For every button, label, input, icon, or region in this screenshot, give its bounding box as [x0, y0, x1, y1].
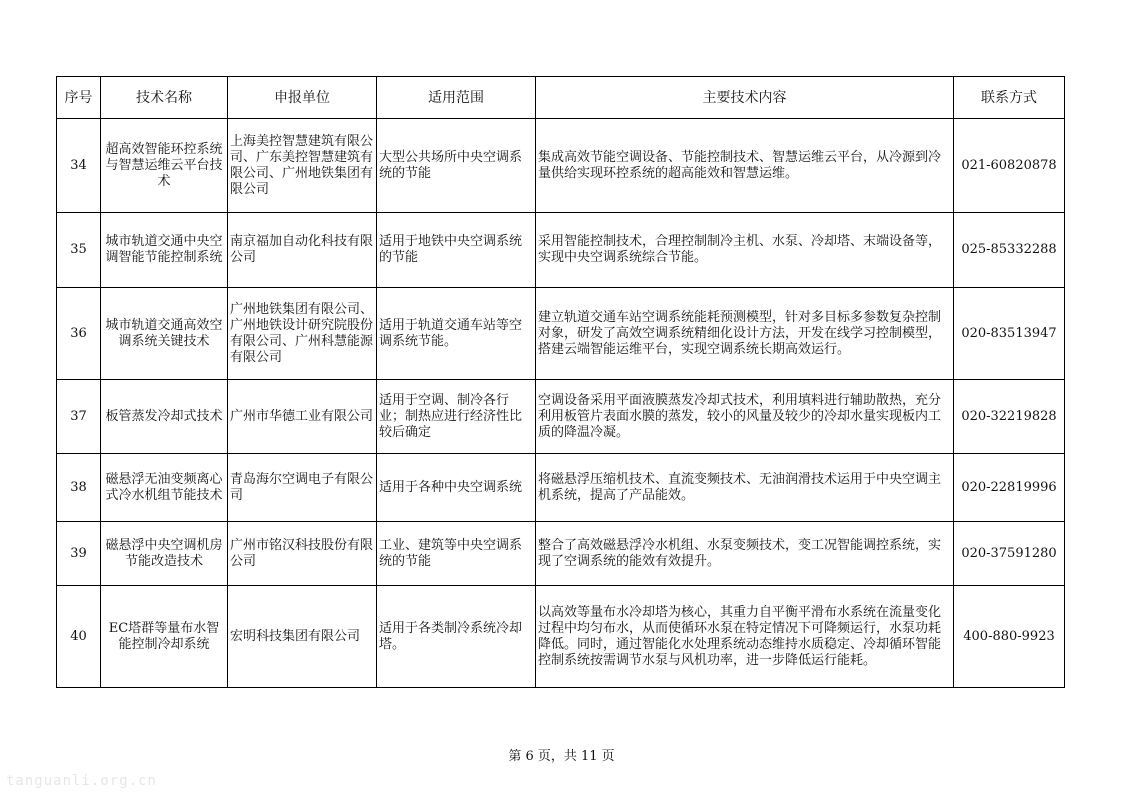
row-no: 37: [57, 380, 101, 454]
page-number: 第 6 页，共 11 页: [508, 749, 615, 764]
table-row: [57, 522, 1065, 586]
watermark: tanguanli.org.cn: [6, 773, 157, 789]
header-content: 主要技术内容: [536, 77, 954, 119]
row-scope: 适用于地铁中央空调系统的节能: [377, 213, 536, 288]
row-unit: 南京福加自动化科技有限公司: [228, 213, 377, 288]
row-contact: 020-83513947: [954, 288, 1065, 380]
row-tech-name: 城市轨道交通高效空调系统关键技术: [101, 288, 228, 380]
row-unit: 广州市华德工业有限公司: [228, 380, 377, 454]
row-no: 38: [57, 454, 101, 522]
row-content: 建立轨道交通车站空调系统能耗预测模型，针对多目标多参数复杂控制对象，研发了高效空调系统精细化设计方法，开发在线学习控制模型，搭建云端智能运维平台，实现空调系统长期高效运行。: [536, 288, 954, 380]
row-content: 以高效等量布水冷却塔为核心，其重力自平衡平滑布水系统在流量变化过程中均匀布水，从而使循环水泵在特定情况下可降频运行，水泵功耗降低。同时，通过智能化水处理系统动态维持水质稳定、冷却循环智能控制系统按需调节水泵与风机功率，进一步降低运行能耗。: [536, 586, 954, 688]
row-tech-name: 板管蒸发冷却式技术: [101, 380, 228, 454]
header-contact: 联系方式: [954, 77, 1065, 119]
table-row: [57, 213, 1065, 288]
row-contact: 025-85332288: [954, 213, 1065, 288]
row-tech-name: 磁悬浮中央空调机房节能改造技术: [101, 522, 228, 586]
row-contact: 021-60820878: [954, 119, 1065, 213]
row-contact: 020-37591280: [954, 522, 1065, 586]
row-tech-name: 磁悬浮无油变频离心式冷水机组节能技术: [101, 454, 228, 522]
table-row: [57, 288, 1065, 380]
header-unit: 申报单位: [228, 77, 377, 119]
table-row: [57, 586, 1065, 688]
row-scope: 工业、建筑等中央空调系统的节能: [377, 522, 536, 586]
row-no: 35: [57, 213, 101, 288]
table-row: [57, 119, 1065, 213]
row-tech-name: 超高效智能环控系统与智慧运维云平台技术: [101, 119, 228, 213]
row-tech-name: 城市轨道交通中央空调智能节能控制系统: [101, 213, 228, 288]
row-contact: 020-22819996: [954, 454, 1065, 522]
header-tech-name: 技术名称: [101, 77, 228, 119]
row-unit: 宏明科技集团有限公司: [228, 586, 377, 688]
row-content: 将磁悬浮压缩机技术、直流变频技术、无油润滑技术运用于中央空调主机系统，提高了产品能效。: [536, 454, 954, 522]
row-unit: 广州地铁集团有限公司、广州地铁设计研究院股份有限公司、广州科慧能源有限公司: [228, 288, 377, 380]
row-no: 39: [57, 522, 101, 586]
row-unit: 上海美控智慧建筑有限公司、广东美控智慧建筑有限公司、广州地铁集团有限公司: [228, 119, 377, 213]
row-scope: 适用于空调、制冷各行业；制热应进行经济性比较后确定: [377, 380, 536, 454]
row-unit: 广州市铭汉科技股份有限公司: [228, 522, 377, 586]
table-row: [57, 454, 1065, 522]
row-content: 整合了高效磁悬浮冷水机组、水泵变频技术，变工况智能调控系统，实现了空调系统的能效有效提升。: [536, 522, 954, 586]
row-scope: 适用于各种中央空调系统: [377, 454, 536, 522]
technology-table: [56, 76, 1065, 688]
row-no: 36: [57, 288, 101, 380]
row-content: 空调设备采用平面液膜蒸发冷却式技术，利用填料进行辅助散热，充分利用板管片表面水膜的蒸发，较小的风量及较少的冷却水量实现板内工质的降温冷凝。: [536, 380, 954, 454]
row-contact: 020-32219828: [954, 380, 1065, 454]
row-no: 34: [57, 119, 101, 213]
row-unit: 青岛海尔空调电子有限公司: [228, 454, 377, 522]
row-contact: 400-880-9923: [954, 586, 1065, 688]
row-content: 集成高效节能空调设备、节能控制技术、智慧运维云平台，从冷源到冷量供给实现环控系统的超高能效和智慧运维。: [536, 119, 954, 213]
row-tech-name: EC塔群等量布水智能控制冷却系统: [101, 586, 228, 688]
row-content: 采用智能控制技术，合理控制制冷主机、水泵、冷却塔、末端设备等，实现中央空调系统综合节能。: [536, 213, 954, 288]
row-scope: 适用于各类制冷系统冷却塔。: [377, 586, 536, 688]
table-row: [57, 380, 1065, 454]
row-scope: 适用于轨道交通车站等空调系统节能。: [377, 288, 536, 380]
header-no: 序号: [57, 77, 101, 119]
row-scope: 大型公共场所中央空调系统的节能: [377, 119, 536, 213]
header-scope: 适用范围: [377, 77, 536, 119]
table-header-row: [57, 77, 1065, 119]
row-no: 40: [57, 586, 101, 688]
